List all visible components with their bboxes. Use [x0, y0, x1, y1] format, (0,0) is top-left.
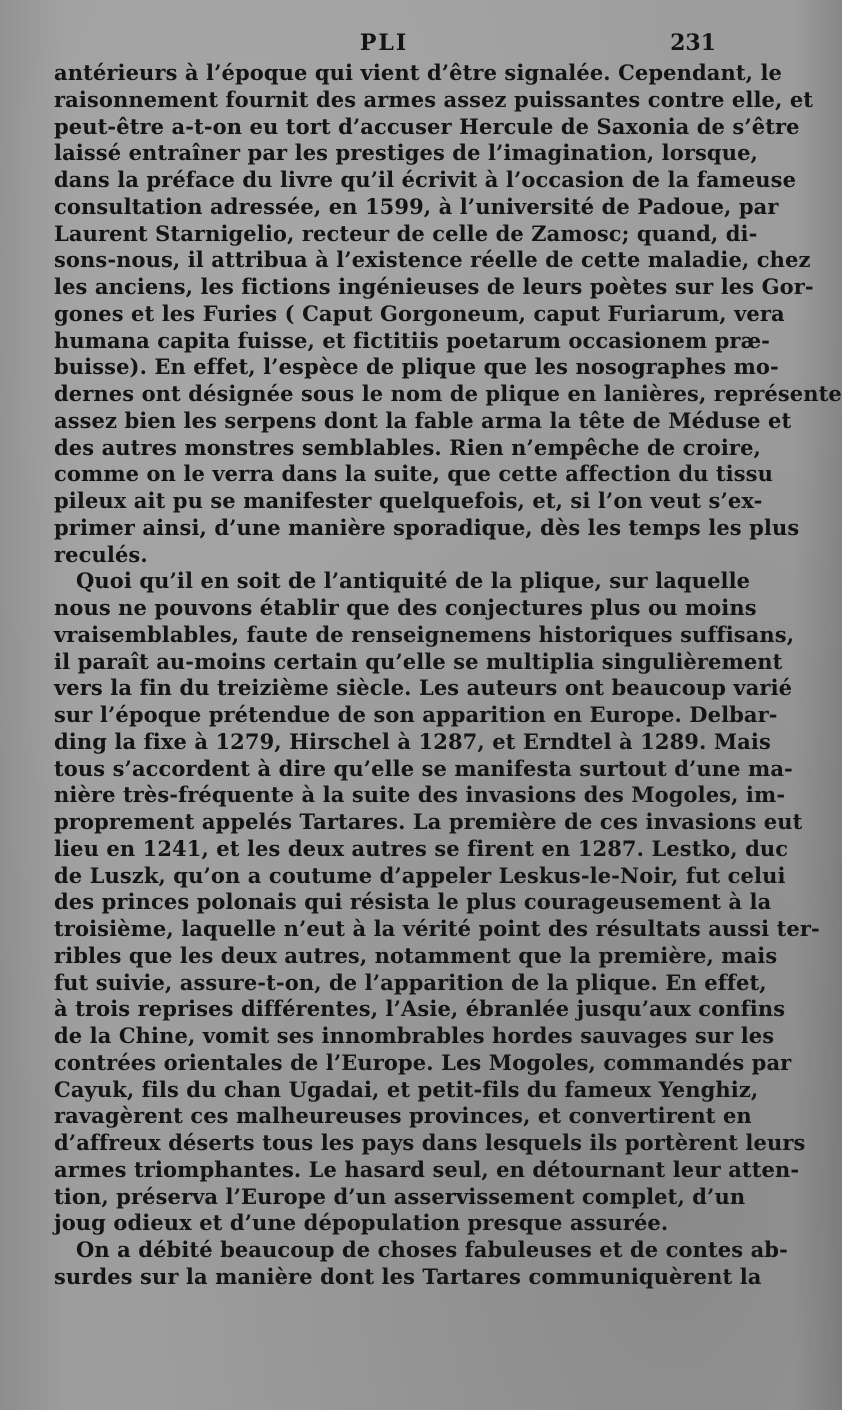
text-line: à trois reprises différentes, l’Asie, ébranlée jusqu’aux confins	[54, 996, 786, 1022]
text-line: ribles que les deux autres, notamment que la première, mais	[54, 942, 778, 968]
text-line: lieu en 1241, et les deux autres se firent en 1287. Lestko, duc	[54, 835, 789, 861]
text-line: nous ne pouvons établir que des conjectures plus ou moins	[54, 595, 757, 620]
text-line: tous s’accordent à dire qu’elle se manifesta surtout d’une ma-	[54, 755, 793, 781]
text-line: fut suivie, assure-t-on, de l’apparition de la plique. En effet,	[54, 969, 767, 995]
text-line: joug odieux et d’une dépopulation presque assurée.	[54, 1210, 669, 1236]
text-line: dans la préface du livre qu’il écrivit à l’occasion de la fameuse	[54, 167, 797, 192]
text-line: consultation adressée, en 1599, à l’université de Padoue, par	[54, 193, 779, 219]
text-line: Cayuk, fils du chan Ugadai, et petit-fils du fameux Yenghiz,	[54, 1076, 759, 1102]
text-line: sur l’époque prétendue de son apparition en Europe. Delbar-	[54, 702, 778, 727]
text-line: d’affreux déserts tous les pays dans lesquels ils portèrent leurs	[54, 1130, 806, 1155]
text-line: pileux ait pu se manifester quelquefois, et, si l’on veut s’ex-	[54, 488, 763, 513]
text-line: vers la fin du treizième siècle. Les auteurs ont beaucoup varié	[54, 675, 793, 701]
text-line: il paraît au-moins certain qu’elle se multiplia singulièrement	[54, 648, 783, 674]
page-header	[54, 26, 714, 60]
text-line: buisse). En effet, l’espèce de plique que les nosographes mo-	[54, 354, 779, 380]
text-line: peut-être a-t-on eu tort d’accuser Hercule de Saxonia de s’être	[54, 113, 800, 139]
text-line: tion, préserva l’Europe d’un asservissement complet, d’un	[54, 1183, 746, 1209]
text-line: proprement appelés Tartares. La première de ces invasions eut	[54, 809, 803, 834]
text-line: de Luszk, qu’on a coutume d’appeler Leskus-le-Noir, fut celui	[54, 862, 786, 888]
text-line: des princes polonais qui résista le plus courageusement à la	[54, 889, 772, 915]
text-line: Laurent Starnigelio, recteur de celle de Zamosc; quand, di-	[54, 220, 758, 246]
text-line: sons-nous, il attribua à l’existence réelle de cette maladie, chez	[54, 247, 811, 273]
text-line: Quoi qu’il en soit de l’antiquité de la plique, sur laquelle	[76, 568, 751, 594]
text-line: des autres monstres semblables. Rien n’empêche de croire,	[54, 434, 761, 460]
text-line: raisonnement fournit des armes assez puissantes contre elle, et	[54, 86, 814, 112]
text-line: nière très-fréquente à la suite des invasions des Mogoles, im-	[54, 782, 786, 808]
text-line: gones et les Furies ( Caput Gorgoneum, caput Furiarum, vera	[54, 300, 785, 326]
text-line: armes triomphantes. Le hasard seul, en détournant leur atten-	[54, 1156, 800, 1182]
text-line: primer ainsi, d’une manière sporadique, dès les temps les plus	[54, 514, 800, 540]
book-page	[54, 26, 842, 1291]
text-line: surdes sur la manière dont les Tartares communiquèrent la	[54, 1263, 762, 1289]
text-line: dernes ont désignée sous le nom de plique en lanières, représente	[54, 381, 842, 406]
page-number: 231	[670, 30, 716, 56]
text-line: antérieurs à l’époque qui vient d’être signalée. Cependant, le	[54, 60, 783, 85]
text-line: de la Chine, vomit ses innombrables hordes sauvages sur les	[54, 1023, 775, 1048]
body-text	[54, 60, 842, 1291]
text-line: les anciens, les fictions ingénieuses de leurs poètes sur les Gor-	[54, 274, 814, 299]
text-line: On a débité beaucoup de choses fabuleuses et de contes ab-	[76, 1237, 788, 1262]
text-line: assez bien les serpens dont la fable arma la tête de Méduse et	[54, 407, 792, 433]
text-line: vraisemblables, faute de renseignemens historiques suffisans,	[54, 621, 795, 647]
text-line: laissé entraîner par les prestiges de l’imagination, lorsque,	[54, 140, 758, 166]
text-line: humana capita fuisse, et fictitiis poetarum occasionem præ-	[54, 327, 770, 353]
text-line: ding la fixe à 1279, Hirschel à 1287, et Erndtel à 1289. Mais	[54, 728, 771, 754]
running-title: PLI	[359, 30, 409, 56]
text-line: comme on le verra dans la suite, que cette affection du tissu	[54, 461, 773, 487]
text-line: reculés.	[54, 541, 148, 567]
text-line: troisième, laquelle n’eut à la vérité point des résultats aussi ter-	[54, 916, 820, 941]
text-line: contrées orientales de l’Europe. Les Mogoles, commandés par	[54, 1049, 792, 1075]
text-line: ravagèrent ces malheureuses provinces, et convertirent en	[54, 1103, 752, 1129]
